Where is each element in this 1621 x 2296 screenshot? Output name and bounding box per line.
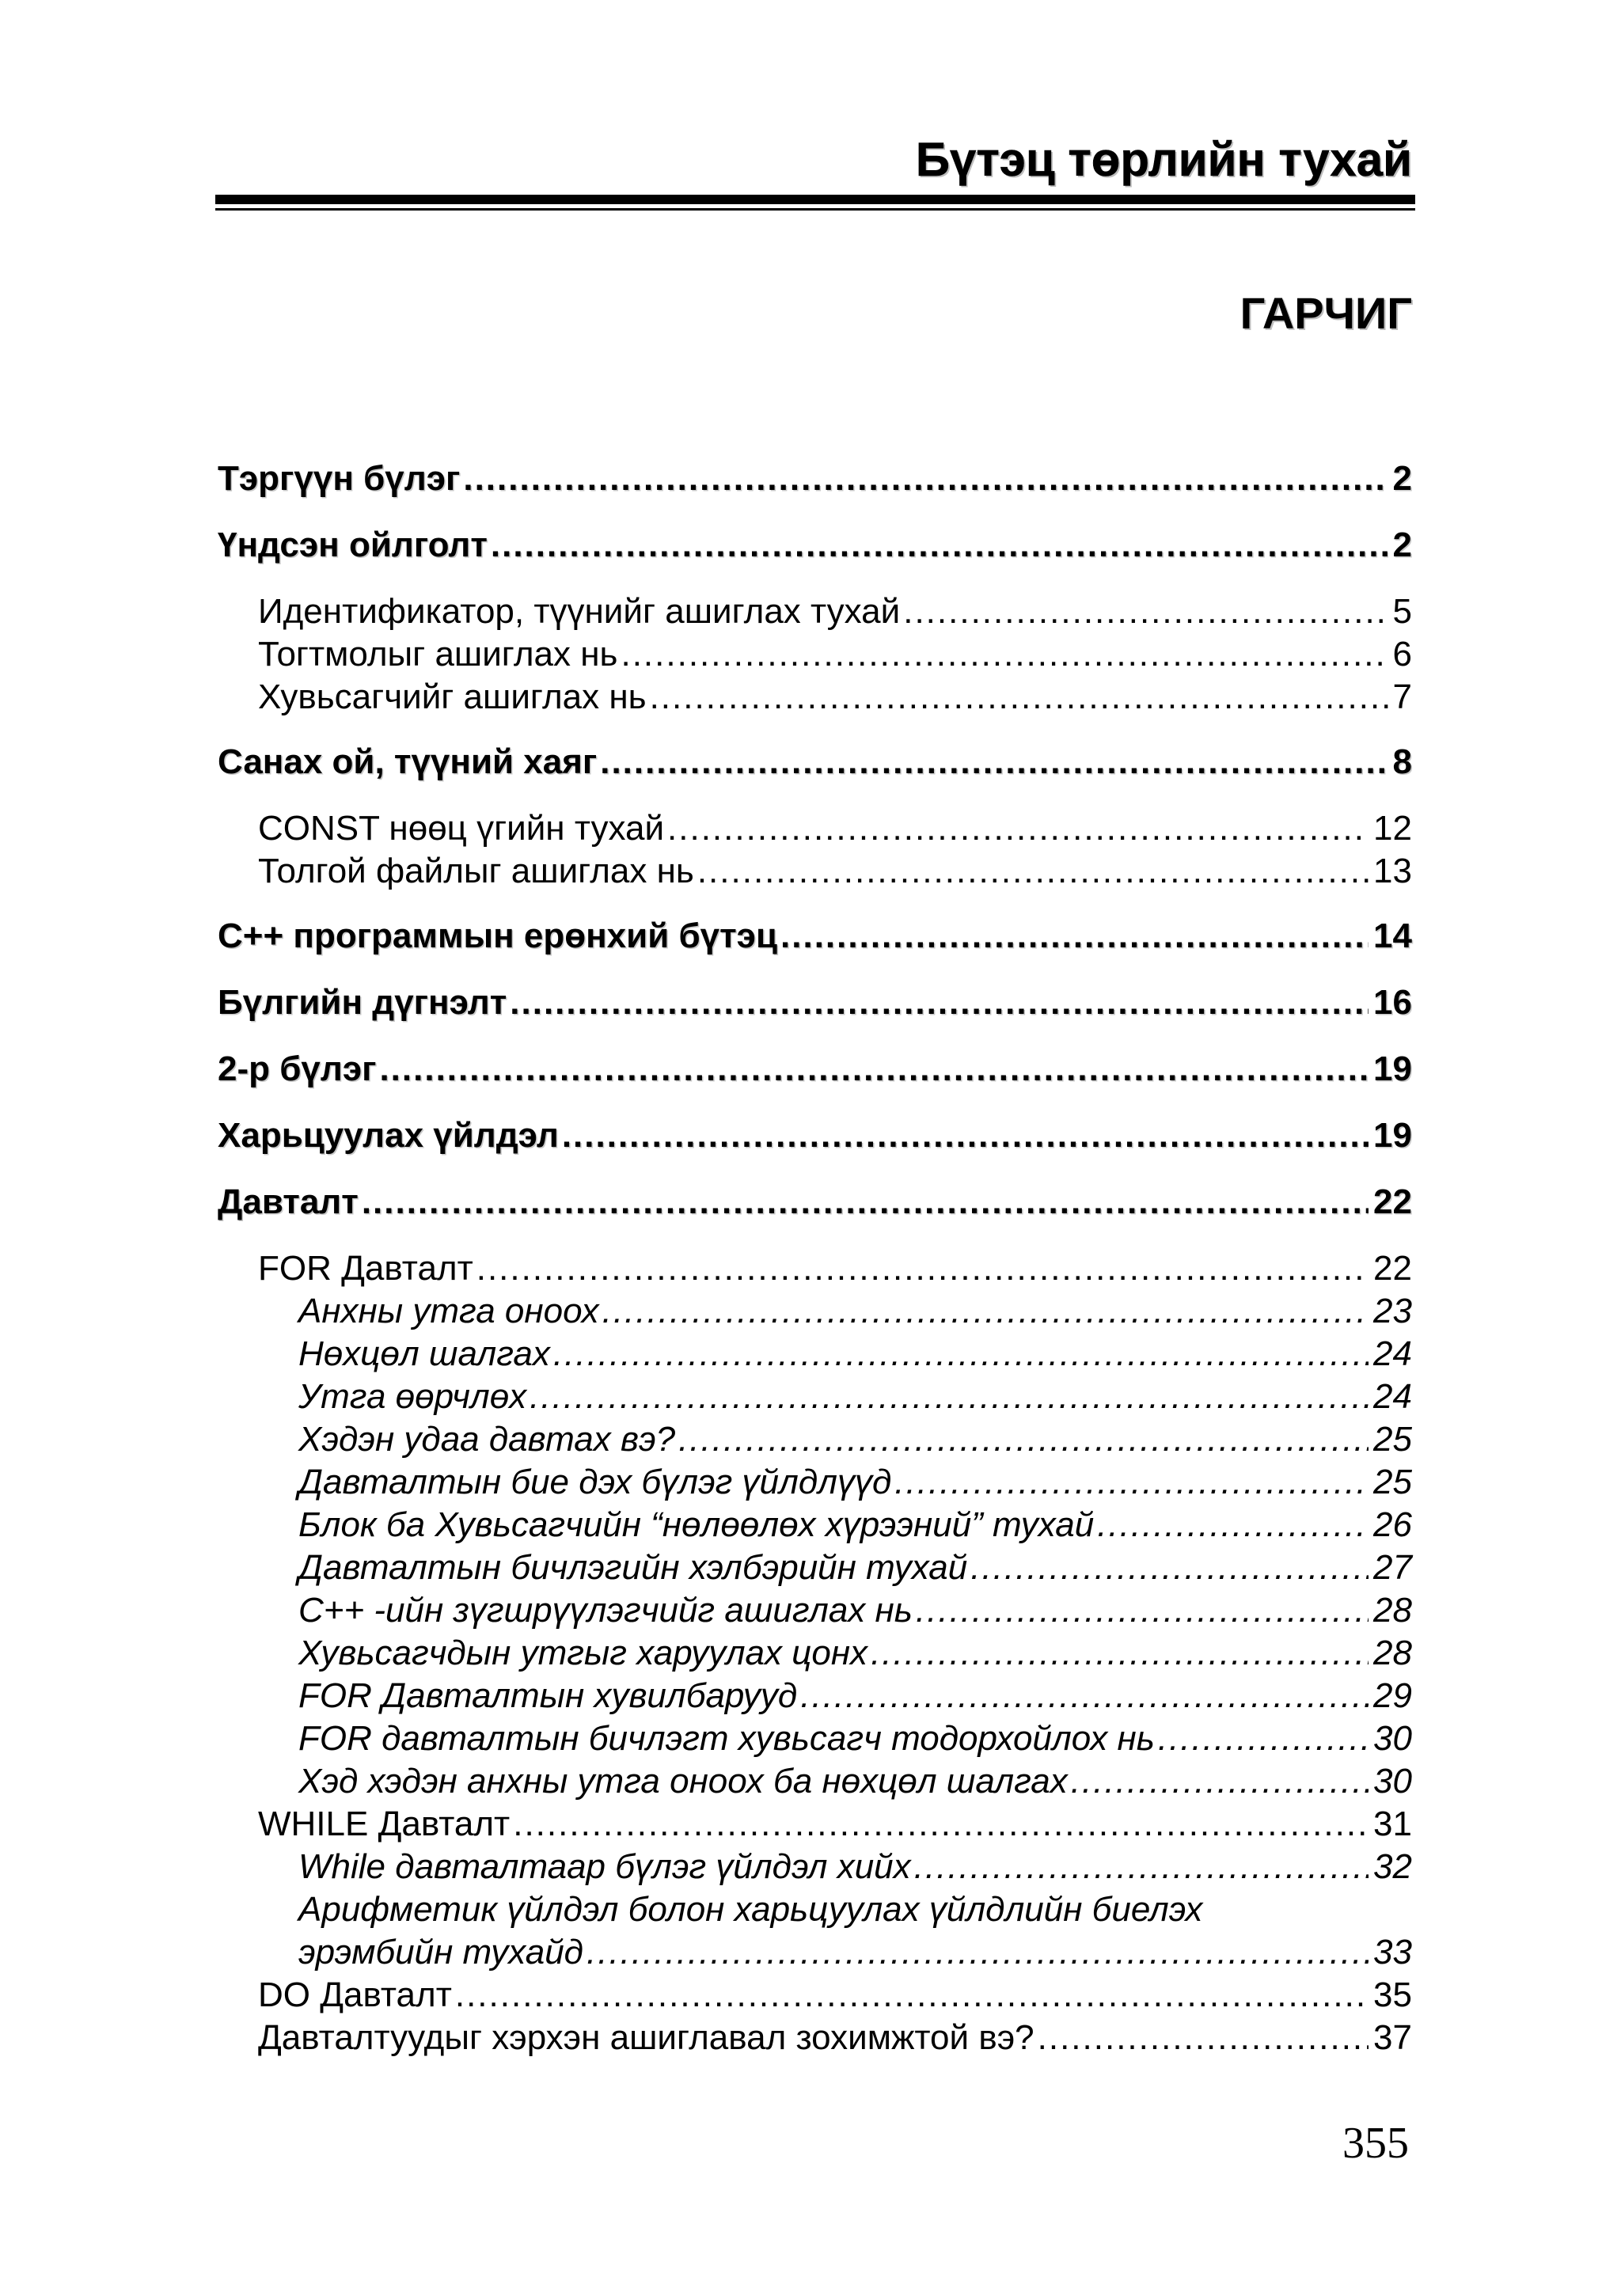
toc-entry[interactable] xyxy=(258,592,1412,632)
toc-entry[interactable] xyxy=(218,1049,1412,1089)
toc-entry[interactable] xyxy=(258,677,1412,717)
toc-entry-page: 32 xyxy=(1373,1847,1412,1886)
toc-entry-title: Анхны утга оноох xyxy=(298,1292,599,1330)
header-rule-thick xyxy=(215,195,1415,204)
toc-entry-page: 25 xyxy=(1373,1420,1412,1459)
toc-entry[interactable] xyxy=(298,1334,1412,1374)
leader-dots xyxy=(455,1975,1369,2015)
toc-entry-title: CONST нөөц үгийн тухай xyxy=(258,809,665,848)
leader-dots xyxy=(780,917,1369,956)
leader-dots xyxy=(510,983,1369,1023)
leader-dots xyxy=(667,809,1369,848)
toc-entry[interactable] xyxy=(298,1847,1412,1887)
toc-entry[interactable] xyxy=(218,983,1412,1023)
toc-entry-page: 28 xyxy=(1373,1591,1412,1630)
leader-dots xyxy=(1097,1505,1369,1545)
toc-entry-page: 35 xyxy=(1373,1975,1412,2014)
toc-entry[interactable] xyxy=(298,1377,1412,1417)
toc-heading: ГАРЧИГ xyxy=(1239,288,1412,338)
toc-entry-title: Хувьсагчийг ашиглах нь xyxy=(258,677,647,716)
toc-entry-page: 5 xyxy=(1392,592,1412,631)
toc-entry-page: 2 xyxy=(1392,526,1412,564)
leader-dots xyxy=(379,1049,1369,1089)
toc-entry-title: Утга өөрчлөх xyxy=(298,1377,527,1416)
toc-entry-title: DO Давталт xyxy=(258,1975,452,2014)
toc-entry-page: 29 xyxy=(1373,1676,1412,1715)
toc-entry[interactable] xyxy=(218,1182,1412,1222)
toc-entry[interactable] xyxy=(218,917,1412,956)
toc-entry-page: 2 xyxy=(1392,459,1412,498)
toc-entry-title: C++ программын ерөнхий бүтэц xyxy=(218,917,778,955)
toc-entry-title: FOR Давталт xyxy=(258,1249,473,1288)
toc-entry-title: Бүлгийн дүгнэлт xyxy=(218,983,507,1022)
toc-entry-page: 16 xyxy=(1373,983,1412,1022)
toc-entry[interactable] xyxy=(258,809,1412,848)
leader-dots xyxy=(678,1420,1369,1459)
toc-entry-page: 22 xyxy=(1373,1182,1412,1221)
leader-dots xyxy=(894,1463,1369,1502)
toc-entry-page: 6 xyxy=(1392,635,1412,674)
toc-entry-title: Харьцуулах үйлдэл xyxy=(218,1116,559,1155)
toc-entry-title: While давталтаар бүлэг үйлдэл хийх xyxy=(298,1847,911,1886)
toc-entry-title: Нөхцөл шалгах xyxy=(298,1334,550,1373)
toc-entry-title: WHILE Давталт xyxy=(258,1805,511,1843)
toc-entry-page: 37 xyxy=(1373,2018,1412,2057)
toc-entry[interactable] xyxy=(298,1634,1412,1673)
toc-entry-page: 26 xyxy=(1373,1505,1412,1544)
toc-entry-page: 23 xyxy=(1373,1292,1412,1330)
leader-dots xyxy=(491,526,1388,565)
leader-dots xyxy=(530,1377,1369,1417)
leader-dots xyxy=(800,1676,1369,1716)
toc-entry-page: 14 xyxy=(1373,917,1412,955)
toc-entry-page: 19 xyxy=(1373,1116,1412,1155)
toc-entry-title: C++ -ийн зүгшрүүлэгчийг ашиглах нь xyxy=(298,1591,913,1630)
toc-entry[interactable] xyxy=(258,1975,1412,2015)
toc-entry-page: 27 xyxy=(1373,1548,1412,1587)
toc-entry-page: 7 xyxy=(1392,677,1412,716)
toc-entry-title: эрэмбийн тухайд xyxy=(298,1933,583,1972)
toc-entry[interactable] xyxy=(258,2018,1412,2058)
toc-entry-page: 13 xyxy=(1373,852,1412,890)
toc-entry-page: 28 xyxy=(1373,1634,1412,1672)
leader-dots xyxy=(553,1334,1369,1374)
toc-entry[interactable] xyxy=(298,1591,1412,1630)
toc-entry[interactable] xyxy=(218,1116,1412,1156)
leader-dots xyxy=(903,592,1388,632)
toc-entry[interactable] xyxy=(298,1420,1412,1459)
leader-dots xyxy=(602,1292,1369,1331)
toc-entry-page: 24 xyxy=(1373,1334,1412,1373)
leader-dots xyxy=(600,742,1388,782)
toc-entry-title: FOR давталтын бичлэгт хувьсагч тодорхойлох нь xyxy=(298,1719,1155,1758)
leader-dots xyxy=(587,1933,1369,1972)
toc-entry[interactable] xyxy=(218,526,1412,565)
toc-entry[interactable] xyxy=(218,459,1412,499)
toc-entry-title: Хэд хэдэн анхны утга оноох ба нөхцөл шалгах xyxy=(298,1762,1068,1801)
toc-entry-page: 25 xyxy=(1373,1463,1412,1501)
leader-dots xyxy=(562,1116,1369,1156)
leader-dots xyxy=(697,852,1369,891)
leader-dots xyxy=(1038,2018,1369,2058)
toc-entry-page: 19 xyxy=(1373,1049,1412,1088)
toc-entry-title-line1: Арифметик үйлдэл болон харьцуулах үйлдлийн биелэх xyxy=(298,1890,1203,1929)
leader-dots xyxy=(463,459,1388,499)
leader-dots xyxy=(513,1805,1369,1844)
toc-entry[interactable] xyxy=(258,852,1412,891)
toc-entry[interactable] xyxy=(258,1249,1412,1288)
toc-entry-title: Давталтын бичлэгийн хэлбэрийн тухай xyxy=(298,1548,968,1587)
running-header-title: Бүтэц төрлийн тухай xyxy=(915,133,1412,186)
toc-entry-title: Давталт xyxy=(218,1182,359,1221)
toc-entry-title: Блок ба Хувьсагчийн “нөлөөлөх хүрээний” тухай xyxy=(298,1505,1095,1544)
toc-entry-title: Идентификатор, түүнийг ашиглах тухай xyxy=(258,592,901,631)
toc-entry[interactable] xyxy=(298,1505,1412,1545)
toc-entry-title: Үндсэн ойлголт xyxy=(218,526,488,564)
toc-entry[interactable] xyxy=(298,1762,1412,1801)
toc-entry[interactable] xyxy=(298,1463,1412,1502)
toc-entry-page: 24 xyxy=(1373,1377,1412,1416)
toc-entry-page: 22 xyxy=(1373,1249,1412,1288)
leader-dots xyxy=(362,1182,1369,1222)
toc-entry-title: Толгой файлыг ашиглах нь xyxy=(258,852,694,890)
leader-dots xyxy=(650,677,1388,717)
toc-entry-title: Давталтуудыг хэрхэн ашиглавал зохимжтой вэ? xyxy=(258,2018,1034,2057)
leader-dots xyxy=(970,1548,1369,1588)
toc-entry-page: 30 xyxy=(1373,1762,1412,1801)
header-rule-thin xyxy=(215,208,1415,211)
toc-entry-title: FOR Давталтын хувилбарууд xyxy=(298,1676,798,1715)
leader-dots xyxy=(1158,1719,1369,1759)
toc-entry[interactable] xyxy=(298,1933,1412,1972)
toc-entry-title: Тэргүүн бүлэг xyxy=(218,459,461,498)
leader-dots xyxy=(621,635,1388,674)
toc-entry-page: 8 xyxy=(1392,742,1412,781)
toc-entry-title: Санах ой, түүний хаяг xyxy=(218,742,598,781)
toc-entry-page: 33 xyxy=(1373,1933,1412,1972)
toc-entry[interactable] xyxy=(298,1676,1412,1716)
leader-dots xyxy=(476,1249,1369,1288)
toc-entry[interactable] xyxy=(258,635,1412,674)
toc-entry-title: Давталтын бие дэх бүлэг үйлдлүүд xyxy=(298,1463,892,1501)
toc-entry-title: Хувьсагчдын утгыг харуулах цонх xyxy=(298,1634,868,1672)
toc-entry-title: Тогтмолыг ашиглах нь xyxy=(258,635,618,674)
toc-entry-title: Хэдэн удаа давтах вэ? xyxy=(298,1420,676,1459)
toc-entry-page: 30 xyxy=(1373,1719,1412,1758)
toc-entry[interactable] xyxy=(298,1719,1412,1759)
page-number: 355 xyxy=(1342,2119,1409,2168)
leader-dots xyxy=(916,1591,1369,1630)
toc-entry-page: 12 xyxy=(1373,809,1412,848)
leader-dots xyxy=(871,1634,1369,1673)
toc-entry-page: 31 xyxy=(1373,1805,1412,1843)
toc-entry[interactable] xyxy=(298,1292,1412,1331)
toc-entry[interactable] xyxy=(298,1548,1412,1588)
toc-entry[interactable] xyxy=(218,742,1412,782)
leader-dots xyxy=(914,1847,1369,1887)
toc-entry[interactable] xyxy=(258,1805,1412,1844)
leader-dots xyxy=(1071,1762,1369,1801)
toc-entry-title: 2-р бүлэг xyxy=(218,1049,377,1088)
